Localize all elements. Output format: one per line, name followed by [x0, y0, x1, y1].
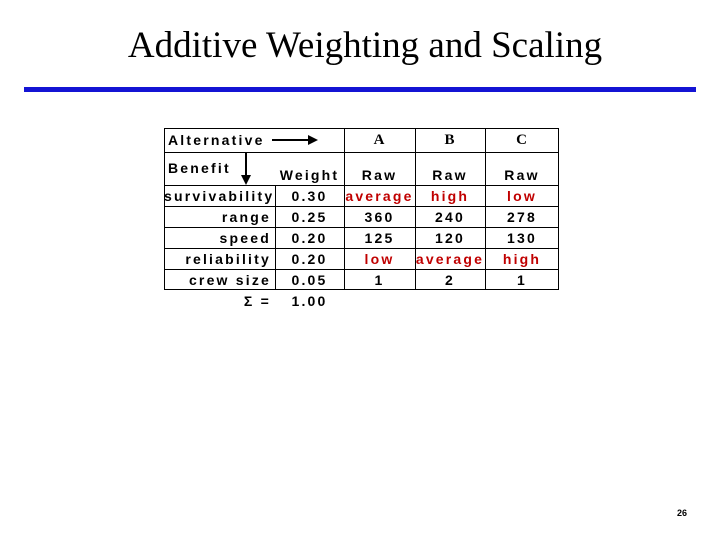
alternative-c-header: C: [516, 132, 528, 148]
raw-value-a: 1: [374, 272, 385, 288]
weighting-table: [164, 128, 559, 313]
raw-value-b: high: [430, 188, 470, 204]
raw-value-b: 240: [435, 209, 465, 225]
weight-value: 0.20: [291, 230, 328, 246]
raw-header-b: Raw: [432, 167, 468, 183]
table-border-top: [164, 128, 559, 129]
raw-value-c: 130: [507, 230, 537, 246]
weight-value: 0.25: [291, 209, 328, 225]
raw-value-a: low: [364, 251, 395, 267]
weight-value: 0.20: [291, 251, 328, 267]
weight-value: 0.30: [291, 188, 328, 204]
sum-label: Σ =: [243, 293, 271, 309]
raw-header-a: Raw: [361, 167, 398, 183]
raw-value-c: high: [502, 251, 542, 267]
title-divider: [24, 87, 696, 92]
raw-value-b: average: [415, 251, 485, 267]
alternative-a-header: A: [373, 132, 386, 148]
alternative-label: Alternative: [168, 132, 265, 148]
benefit-name: speed: [219, 230, 271, 246]
right-arrow-icon: [272, 134, 318, 146]
sum-value: 1.00: [291, 293, 328, 309]
header-divider: [164, 152, 559, 153]
raw-value-a: 125: [364, 230, 395, 246]
benefit-name: crew size: [188, 272, 271, 288]
slide-title: Additive Weighting and Scaling: [127, 25, 603, 66]
raw-header-c: Raw: [504, 167, 540, 183]
weight-header: Weight: [279, 167, 340, 183]
benefit-name: survivability: [164, 188, 275, 204]
page-number: 26: [676, 508, 687, 518]
raw-value-b: 2: [445, 272, 455, 288]
benefit-label: Benefit: [168, 160, 231, 176]
alternative-b-header: B: [444, 132, 456, 148]
raw-value-c: 1: [517, 272, 527, 288]
down-arrow-icon: [240, 153, 252, 185]
raw-value-a: 360: [364, 209, 395, 225]
raw-value-b: 120: [435, 230, 465, 246]
raw-value-a: average: [345, 188, 414, 204]
raw-value-c: low: [507, 188, 537, 204]
raw-value-c: 278: [507, 209, 537, 225]
weight-value: 0.05: [291, 272, 328, 288]
benefit-name: range: [221, 209, 271, 225]
benefit-name: reliability: [185, 251, 271, 267]
